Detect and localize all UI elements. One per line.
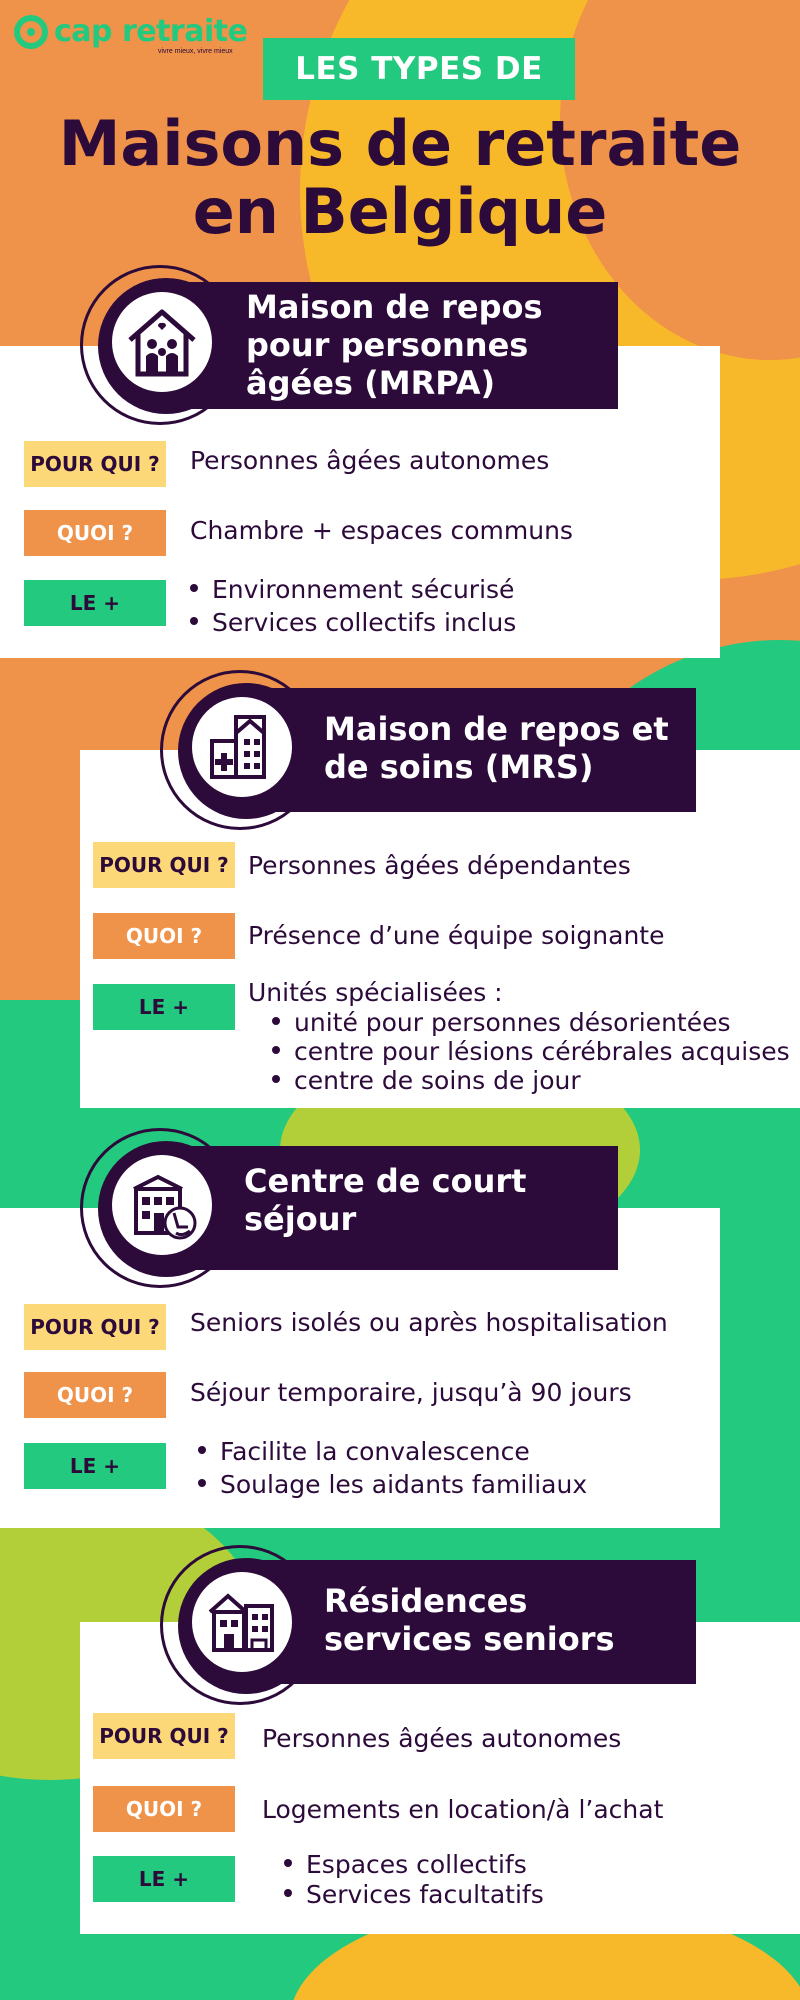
plus-item-text: Services collectifs inclus xyxy=(212,608,517,637)
label-who: POUR QUI ? xyxy=(93,842,235,888)
plus-intro: Unités spécialisées : xyxy=(248,978,503,1007)
plus-item xyxy=(272,1008,731,1038)
section-title-line: âgées (MRPA) xyxy=(246,364,496,402)
label-plus: LE + xyxy=(24,580,166,626)
value-who: Seniors isolés ou après hospitalisation xyxy=(190,1308,668,1337)
hospital-building-icon xyxy=(192,697,292,797)
section-title-line: séjour xyxy=(244,1200,357,1238)
section-header-mrpa xyxy=(166,282,618,409)
section-title-line: Maison de repos et xyxy=(324,710,669,748)
label-what: QUOI ? xyxy=(93,913,235,959)
plus-item-text: Soulage les aidants familiaux xyxy=(220,1470,588,1499)
main-title-line1: Maisons de retraite xyxy=(58,107,742,180)
types-banner: LES TYPES DE xyxy=(263,38,575,100)
plus-item-text: centre de soins de jour xyxy=(294,1066,581,1095)
plus-item-text: Environnement sécurisé xyxy=(212,575,515,604)
value-what: Chambre + espaces communs xyxy=(190,516,573,545)
section-title-line: services seniors xyxy=(324,1620,615,1658)
section-title-line: pour personnes xyxy=(246,326,529,364)
plus-item-text: Facilite la convalescence xyxy=(220,1437,530,1466)
plus-item-text: Espaces collectifs xyxy=(306,1850,527,1879)
section-header-court-sejour xyxy=(166,1146,618,1270)
section-title xyxy=(324,1582,615,1658)
section-header-residences xyxy=(246,1560,696,1684)
value-what: Séjour temporaire, jusqu’à 90 jours xyxy=(190,1378,632,1407)
value-who: Personnes âgées autonomes xyxy=(190,446,550,475)
section-title xyxy=(324,710,669,786)
section-title-line: Maison de repos xyxy=(246,288,543,326)
plus-item-text: centre pour lésions cérébrales acquises xyxy=(294,1037,790,1066)
label-what: QUOI ? xyxy=(24,510,166,556)
label-plus: LE + xyxy=(93,984,235,1030)
bullet-icon xyxy=(198,1479,206,1487)
bullet-icon xyxy=(284,1859,292,1867)
plus-item xyxy=(272,1066,581,1096)
brand-logo[interactable] xyxy=(14,14,247,49)
building-rocking-chair-icon xyxy=(112,1155,212,1255)
label-who: POUR QUI ? xyxy=(24,1304,166,1350)
plus-item xyxy=(190,575,514,605)
label-who: POUR QUI ? xyxy=(93,1713,235,1759)
bullet-icon xyxy=(190,617,198,625)
section-title-line: Résidences xyxy=(324,1582,528,1620)
residence-buildings-icon xyxy=(192,1572,292,1672)
plus-item xyxy=(284,1850,527,1880)
main-title-line2: en Belgique xyxy=(192,175,608,248)
plus-item xyxy=(198,1470,587,1500)
house-family-icon xyxy=(112,292,212,392)
label-what: QUOI ? xyxy=(24,1372,166,1418)
brand-name: cap retraite xyxy=(54,14,248,49)
brand-tagline: vivre mieux, vivre mieux xyxy=(158,48,233,55)
value-what: Logements en location/à l’achat xyxy=(262,1795,664,1824)
plus-item xyxy=(272,1037,790,1067)
plus-item xyxy=(198,1437,530,1467)
value-what: Présence d’une équipe soignante xyxy=(248,921,665,950)
bullet-icon xyxy=(272,1075,280,1083)
section-title-line: de soins (MRS) xyxy=(324,748,594,786)
bullet-icon xyxy=(190,584,198,592)
section-title xyxy=(244,1162,526,1238)
bullet-icon xyxy=(198,1446,206,1454)
label-who: POUR QUI ? xyxy=(24,441,166,487)
plus-item-text: unité pour personnes désorientées xyxy=(294,1008,731,1037)
label-plus: LE + xyxy=(24,1443,166,1489)
plus-item xyxy=(190,608,516,638)
bullet-icon xyxy=(272,1046,280,1054)
section-title-line: Centre de court xyxy=(244,1162,527,1200)
label-plus: LE + xyxy=(93,1856,235,1902)
bullet-icon xyxy=(284,1889,292,1897)
label-what: QUOI ? xyxy=(93,1786,235,1832)
plus-item xyxy=(284,1880,544,1910)
logo-mark-icon xyxy=(14,15,48,49)
bullet-icon xyxy=(272,1017,280,1025)
section-header-mrs xyxy=(246,688,696,812)
plus-item-text: Services facultatifs xyxy=(306,1880,544,1909)
section-title xyxy=(246,288,543,402)
value-who: Personnes âgées dépendantes xyxy=(248,851,631,880)
value-who: Personnes âgées autonomes xyxy=(262,1724,622,1753)
